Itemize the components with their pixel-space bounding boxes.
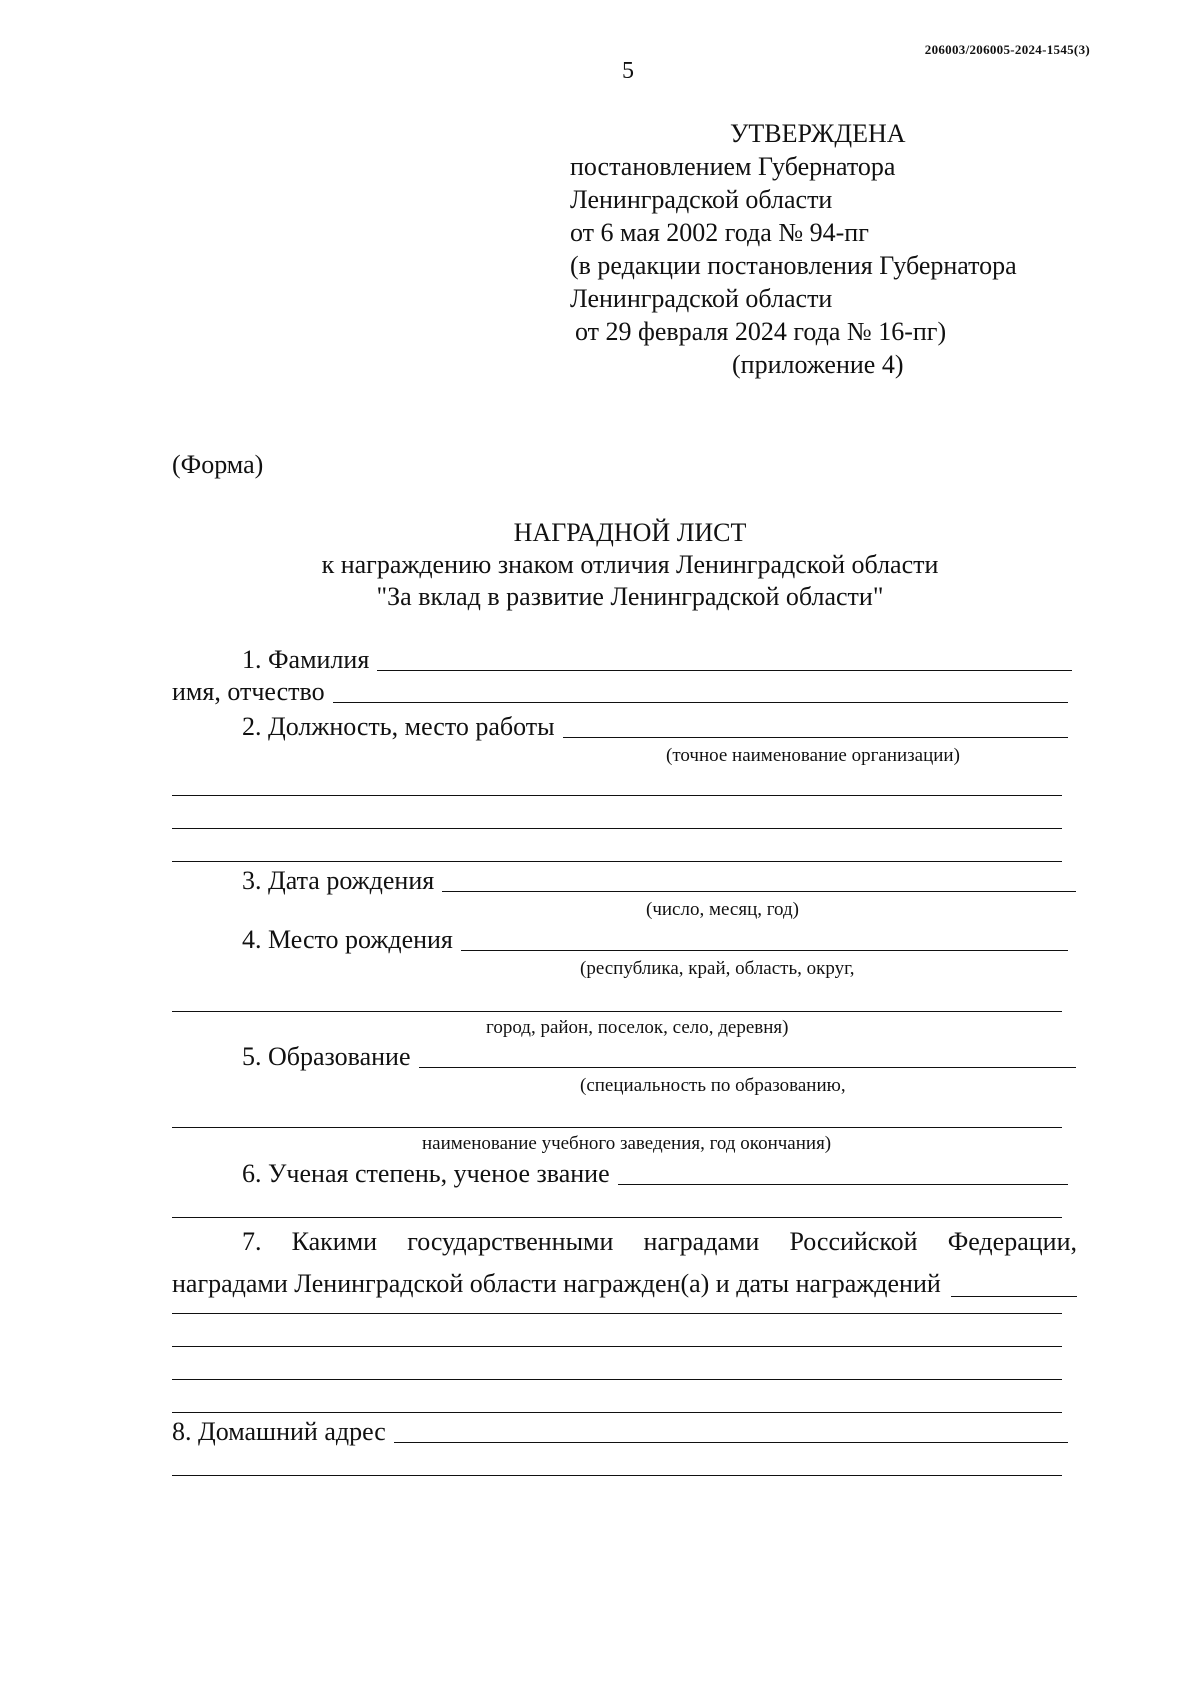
surname-row: [242, 644, 1072, 675]
form-subtitle: "За вклад в развитие Ленинградской области": [376, 582, 884, 611]
education-row: [242, 1041, 1076, 1072]
address-label: 8. Домашний адрес: [172, 1417, 386, 1446]
position-line[interactable]: [172, 828, 1062, 829]
position-line[interactable]: [172, 861, 1062, 862]
approval-line: от 29 февраля 2024 года № 16-пг): [575, 317, 947, 346]
awards-question-row: [172, 1263, 1077, 1305]
awards-question-line: 7. Какими государственными наградами Российской Федерации,: [242, 1227, 1077, 1256]
position-hint: (точное наименование организации): [666, 745, 960, 766]
surname-label: 1. Фамилия: [242, 645, 370, 674]
approval-line: постановлением Губернатора: [570, 152, 896, 181]
form-subtitle: к награждению знаком отличия Ленинградской области: [321, 550, 939, 579]
birth-date-field[interactable]: [442, 865, 1076, 892]
birth-date-hint: (число, месяц, год): [646, 899, 800, 920]
education-hint: (специальность по образованию,: [580, 1075, 846, 1096]
page-number: 5: [622, 58, 634, 84]
approval-line: (в редакции постановления Губернатора: [570, 251, 1017, 280]
approval-block: [570, 117, 1017, 381]
approval-line: Ленинградской области: [570, 284, 833, 313]
position-label: 2. Должность, место работы: [242, 712, 555, 741]
degree-row: [242, 1158, 1068, 1189]
education-line[interactable]: [172, 1127, 1062, 1128]
degree-line[interactable]: [172, 1217, 1062, 1218]
birth-place-label: 4. Место рождения: [242, 925, 453, 954]
birth-place-hint: (республика, край, область, округ,: [580, 958, 855, 979]
birth-date-label: 3. Дата рождения: [242, 866, 435, 895]
awards-field[interactable]: [951, 1270, 1077, 1297]
position-field[interactable]: [563, 711, 1068, 738]
birth-place-field[interactable]: [461, 924, 1068, 951]
approval-line: Ленинградской области: [570, 185, 833, 214]
education-hint: наименование учебного заведения, год окончания): [422, 1133, 832, 1154]
approval-title: УТВЕРЖДЕНА: [730, 119, 906, 148]
address-field[interactable]: [394, 1416, 1068, 1443]
name-label: имя, отчество: [172, 677, 325, 706]
address-line[interactable]: [172, 1475, 1062, 1476]
birth-place-hint: город, район, поселок, село, деревня): [486, 1017, 789, 1038]
position-line[interactable]: [172, 795, 1062, 796]
awards-line[interactable]: [172, 1313, 1062, 1314]
name-field[interactable]: [333, 676, 1068, 703]
education-label: 5. Образование: [242, 1042, 411, 1071]
awards-paragraph: [172, 1221, 1077, 1305]
approval-line: от 6 мая 2002 года № 94-пг: [570, 218, 869, 247]
degree-label: 6. Ученая степень, ученое звание: [242, 1159, 610, 1188]
birth-date-row: [242, 865, 1076, 896]
form-title: НАГРАДНОЙ ЛИСТ: [513, 518, 747, 547]
birth-place-line[interactable]: [172, 1011, 1062, 1012]
education-field[interactable]: [419, 1041, 1076, 1068]
awards-question-line: наградами Ленинградской области награжден(а) и даты награждений: [172, 1269, 941, 1298]
form-heading: [0, 517, 1200, 613]
awards-line[interactable]: [172, 1346, 1062, 1347]
form-label: (Форма): [172, 450, 264, 479]
position-row: [242, 711, 1068, 742]
awards-line[interactable]: [172, 1379, 1062, 1380]
document-id: 206003/206005-2024-1545(3): [924, 42, 1090, 57]
approval-annex: (приложение 4): [732, 350, 904, 379]
address-row: [172, 1416, 1068, 1447]
awards-line[interactable]: [172, 1412, 1062, 1413]
name-row: [172, 676, 1068, 707]
surname-field[interactable]: [377, 644, 1072, 671]
degree-field[interactable]: [618, 1158, 1068, 1185]
birth-place-row: [242, 924, 1068, 955]
